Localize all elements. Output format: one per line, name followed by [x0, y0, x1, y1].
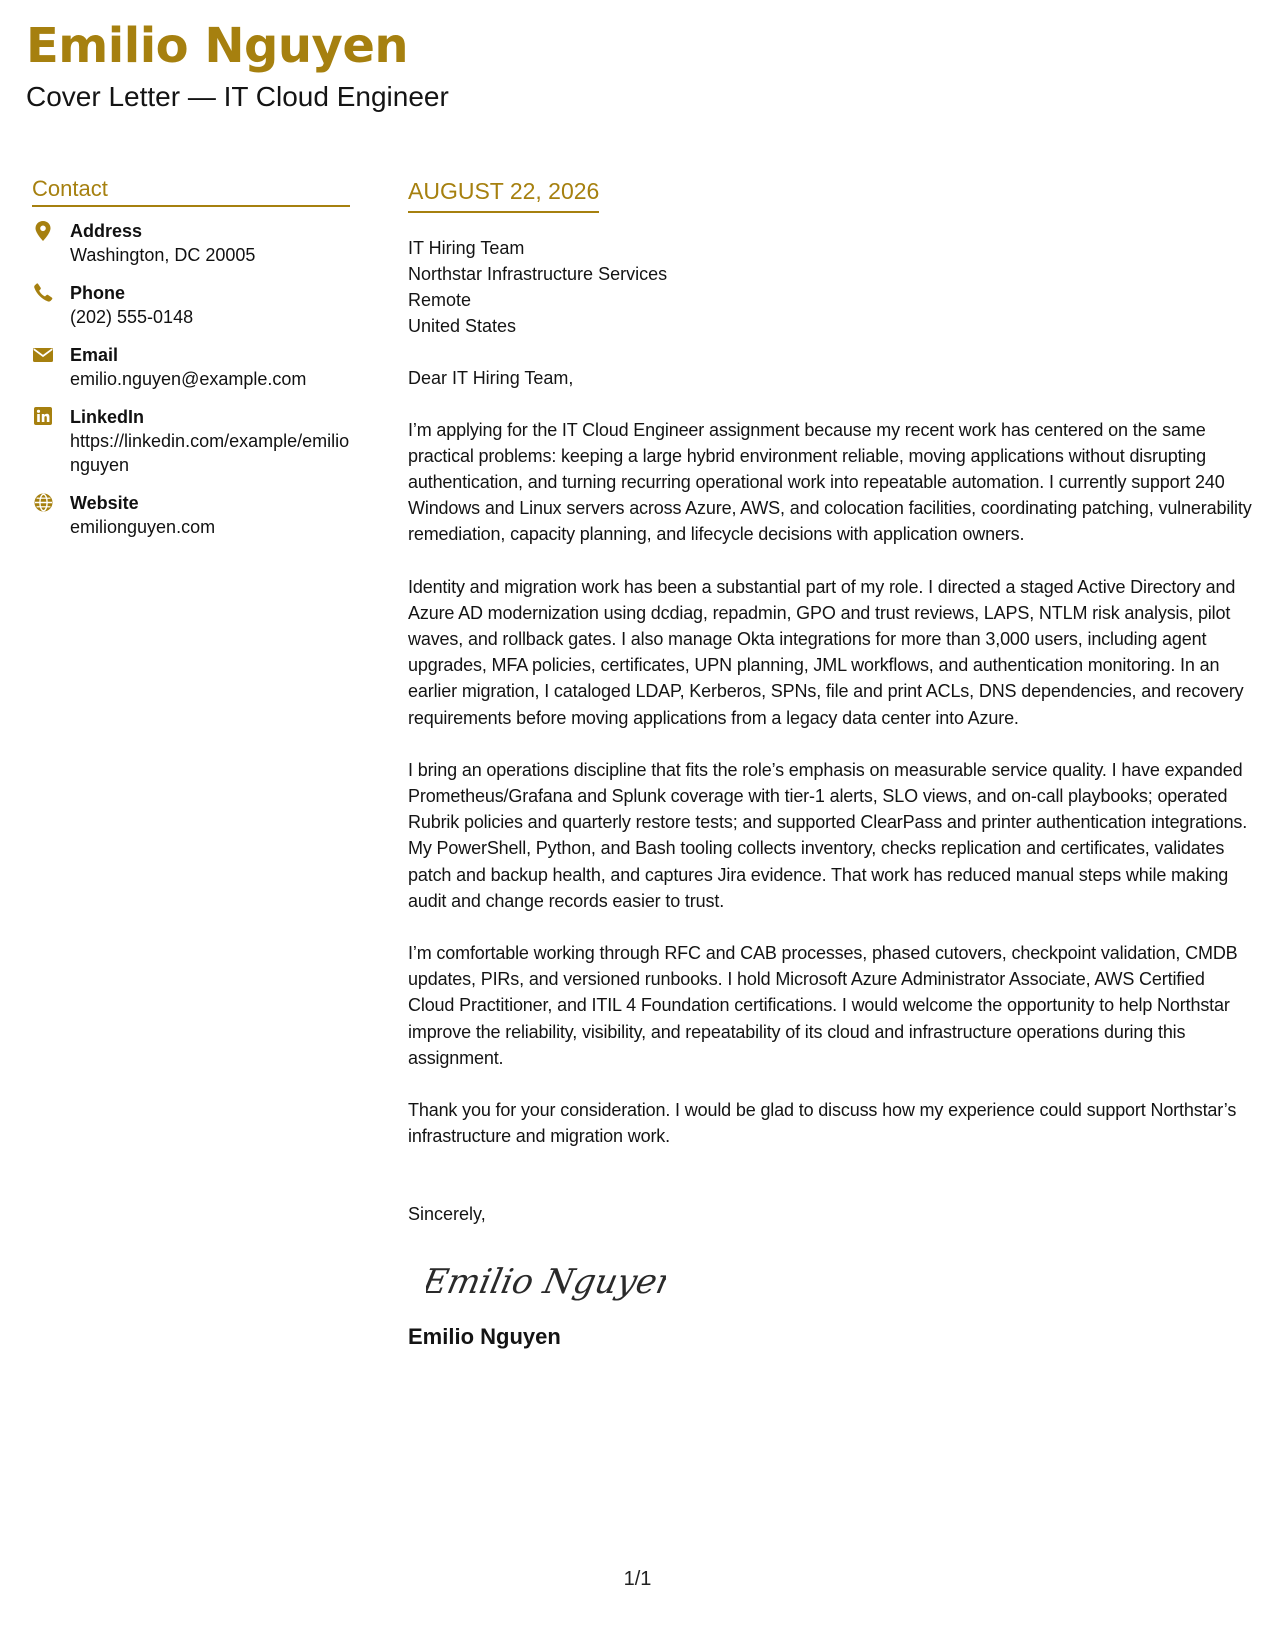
contact-label-website: Website: [70, 493, 139, 514]
salutation: Dear IT Hiring Team,: [408, 367, 574, 388]
contact-item-address: [32, 219, 350, 267]
recipient-line: Northstar Infrastructure Services: [408, 263, 668, 284]
envelope-icon: [33, 345, 53, 365]
phone-icon: [33, 283, 53, 303]
contact-label-address: Address: [70, 221, 143, 242]
closing: Sincerely,: [408, 1204, 486, 1225]
contact-item-website: [32, 491, 350, 539]
page-number: 1/1: [623, 1568, 652, 1590]
globe-icon: [33, 493, 53, 513]
handwritten-signature: [426, 1249, 1253, 1313]
recipient-address: [408, 235, 1253, 339]
body-paragraph: I’m applying for the IT Cloud Engineer assignment because my recent work has centered on the same practical problems: keeping a large hybrid environment reliable, moving applications without disrupting authentication, and turning recurring operational work into repeatable automation. I currently support 240 Windows and Linux servers across Azure, AWS, and colocation facilities, coordinating patching, vulnerability remediation, capacity planning, and lifecycle decisions with application owners.: [408, 419, 1252, 545]
recipient-line: United States: [408, 315, 517, 336]
body-paragraph: I bring an operations discipline that fits the role’s emphasis on measurable service quality. I have expanded Prometheus/Grafana and Splunk coverage with tier-1 alerts, SLO views, and on-call playbooks; operated Rubrik policies and quarterly restore tests; and supported ClearPass and printer authentication integrations. My PowerShell, Python, and Bash tooling collects inventory, checks replication and certificates, validates patch and backup health, and captures Jira evidence. That work has reduced manual steps while making audit and change records easier to trust.: [408, 759, 1248, 911]
map-pin-icon: [33, 221, 53, 241]
signed-name: Emilio Nguyen: [408, 1324, 561, 1350]
contact-item-email: [32, 343, 350, 391]
contact-sidebar: [32, 176, 350, 553]
letter-body: [408, 178, 1253, 1351]
contact-value-website[interactable]: emilionguyen.com: [70, 517, 216, 538]
contact-item-phone: [32, 281, 350, 329]
contact-value-phone: (202) 555-0148: [70, 307, 194, 328]
body-paragraph: I’m comfortable working through RFC and CAB processes, phased cutovers, checkpoint validation, CMDB updates, PIRs, and versioned runbooks. I hold Microsoft Azure Administrator Associate, AWS Certified Cloud Practitioner, and ITIL 4 Foundation certifications. I would welcome the opportunity to help Northstar improve the reliability, visibility, and repeatability of its cloud and infrastructure operations during this assignment.: [408, 943, 1238, 1068]
recipient-line: IT Hiring Team: [408, 237, 525, 258]
contact-label-linkedin: LinkedIn: [70, 407, 145, 428]
body-paragraph: Identity and migration work has been a substantial part of my role. I directed a staged Active Directory and Azure AD modernization using dcdiag, repadmin, GPO and trust reviews, LAPS, NTLM risk analysis, pilot waves, and rollback gates. I also manage Okta integrations for more than 3,000 users, including agent upgrades, MFA policies, certificates, UPN planning, JML workflows, and authentication monitoring. In an earlier migration, I cataloged LDAP, Kerberos, SPNs, file and print ACLs, DNS dependencies, and recovery requirements before moving applications from a legacy data center into Azure.: [408, 576, 1244, 728]
signature-text: Emilio Nguyen: [426, 1262, 666, 1303]
contact-heading: Contact: [32, 176, 350, 207]
recipient-line: Remote: [408, 289, 472, 310]
body-paragraph: Thank you for your consideration. I would be glad to discuss how my experience could support Northstar’s infrastructure and migration work.: [408, 1100, 1237, 1147]
applicant-name: Emilio Nguyen: [26, 18, 409, 74]
contact-label-email: Email: [70, 345, 119, 366]
linkedin-icon: [33, 407, 53, 427]
document-subtitle: Cover Letter — IT Cloud Engineer: [26, 81, 449, 112]
contact-value-address: Washington, DC 20005: [70, 245, 256, 266]
contact-label-phone: Phone: [70, 283, 126, 304]
contact-item-linkedin: [32, 405, 350, 477]
contact-value-email: emilio.nguyen@example.com: [70, 369, 307, 390]
letter-date: AUGUST 22, 2026: [408, 178, 599, 213]
contact-value-linkedin[interactable]: https://linkedin.com/example/emilionguyen: [70, 431, 350, 476]
